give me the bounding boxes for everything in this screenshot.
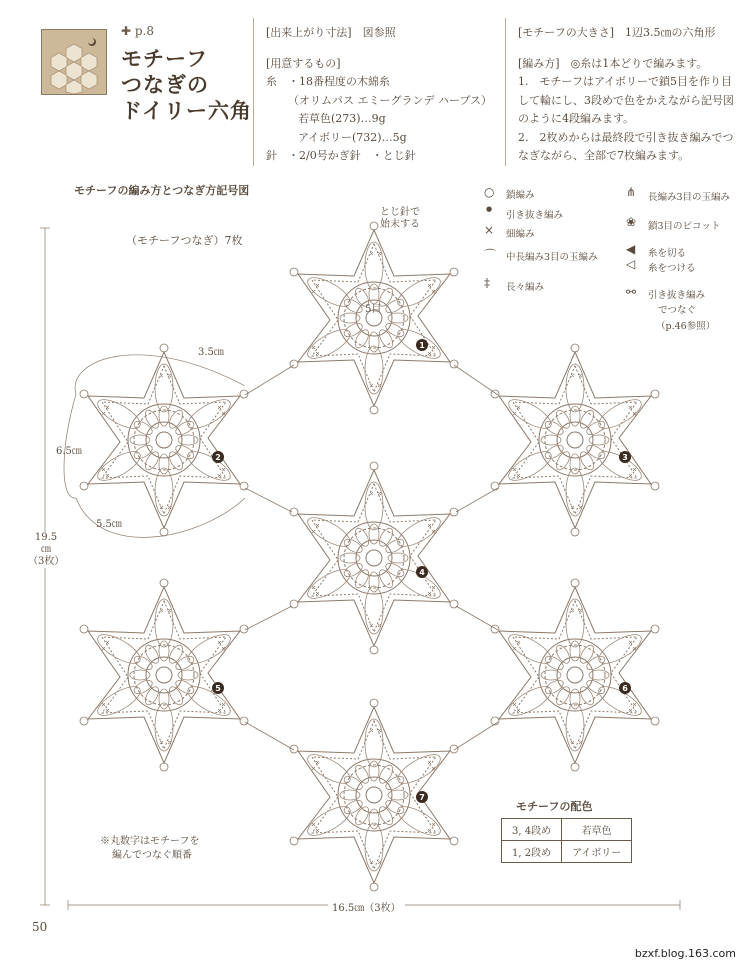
needle-line: ・2/0号かぎ針 ・とじ針 xyxy=(288,149,416,162)
page-title xyxy=(121,46,252,124)
single-crochet-icon: × xyxy=(484,223,495,237)
table-cell-color: 若草色 xyxy=(562,819,632,841)
dimension-width: 16.5㎝（3枚） xyxy=(328,899,405,914)
yarn-line-1: ・18番程度の木綿糸 xyxy=(288,75,390,88)
table-cell-rounds: 1, 2段め xyxy=(502,841,562,863)
motif-number-5: 5 xyxy=(215,684,221,693)
materials-column xyxy=(266,24,501,166)
table-cell-color: アイボリー xyxy=(562,841,632,863)
method-column xyxy=(518,24,738,166)
watermark: bzxf.blog.163.com xyxy=(634,947,736,960)
title-line-3: ドイリー六角 xyxy=(121,99,252,123)
yarn-line-4: アイボリー(732)…5g xyxy=(298,130,407,144)
motif-3 xyxy=(491,344,659,536)
color-table-title: モチーフの配色 xyxy=(516,800,593,813)
dimension-195-unit: ㎝ xyxy=(41,544,51,555)
motif-number-1: 1 xyxy=(419,341,425,350)
legend-hdc-cluster: 中長編み3目の玉編み xyxy=(506,252,598,263)
table-row xyxy=(502,819,632,841)
motif-number-2: 2 xyxy=(215,453,221,462)
page-reference: ✚ p.8 xyxy=(121,24,154,38)
legend-slip-join-2: でつなぐ xyxy=(658,305,697,316)
title-line-2: つなぎの xyxy=(121,73,209,97)
hdc-cluster-icon: ⌒ xyxy=(484,248,497,262)
method-note: ◎糸は1本どりで編みます。 xyxy=(570,56,708,70)
color-table xyxy=(501,818,632,863)
slip-stitch-icon: ● xyxy=(486,205,493,213)
dimension-195-value: 19.5 xyxy=(34,532,58,543)
legend-slip-stitch: 引き抜き編み xyxy=(506,210,564,221)
needle-label: 針 xyxy=(266,149,277,162)
materials-label: [用意するもの] xyxy=(266,56,341,70)
dimension-65cm: 6.5㎝ xyxy=(56,446,82,457)
motif-6 xyxy=(491,579,659,771)
finished-size-label: [出来上がり寸法] xyxy=(266,26,352,39)
legend-double-treble: 長々編み xyxy=(506,282,545,293)
motif-5 xyxy=(80,579,248,771)
dc-cluster-icon: ⋔ xyxy=(626,185,637,199)
motif-number-4: 4 xyxy=(419,568,425,577)
motif-count-label: （モチーフつなぎ）7枚 xyxy=(126,234,243,247)
motif-1-top xyxy=(290,222,458,414)
method-step-2: 2. 2枚めからは最終段で引き抜き編みでつなぎながら、全部で7枚編みます。 xyxy=(518,130,734,162)
motif-number-7: 7 xyxy=(419,793,425,802)
picot-icon: ❀ xyxy=(626,215,637,229)
header-divider-right xyxy=(505,18,506,166)
yarn-label: 糸 xyxy=(266,75,277,88)
order-note xyxy=(100,835,200,863)
yarn-line-3: 若草色(273)…9g xyxy=(298,112,386,125)
dimension-35cm: 3.5㎝ xyxy=(198,347,224,358)
join-yarn-icon: ◁ xyxy=(626,257,636,271)
legend-chain-stitch: 鎖編み xyxy=(506,190,535,201)
double-treble-icon: ‡ xyxy=(484,276,490,290)
finished-size-value: 図参照 xyxy=(362,26,396,39)
ring-label: 5目 xyxy=(365,304,382,315)
motif-2 xyxy=(80,344,248,536)
method-step-1: 1. モチーフはアイボリーで鎖5目を作り目して輪にし、3段めで色をかえながら記号図のように4段編みます。 xyxy=(518,75,734,125)
title-line-1: モチーフ xyxy=(121,47,208,71)
motif-7 xyxy=(290,699,458,891)
motif-size-value: 1辺3.5㎝の六角形 xyxy=(625,26,716,39)
dimension-55cm: 5.5㎝ xyxy=(96,519,122,530)
legend-dc-cluster: 長編み3目の玉編み xyxy=(648,192,731,203)
join-lines xyxy=(245,365,498,750)
motif-thumbnail xyxy=(41,29,107,95)
chain-stitch-icon: ○ xyxy=(484,185,495,199)
motif-center xyxy=(290,462,458,654)
table-cell-rounds: 3, 4段め xyxy=(502,819,562,841)
legend-join-yarn: 糸をつける xyxy=(648,263,696,274)
cut-yarn-icon: ◀ xyxy=(626,242,636,256)
table-row xyxy=(502,841,632,863)
legend-cut-yarn: 糸を切る xyxy=(648,248,687,259)
legend-see-page: （p.46参照） xyxy=(656,321,716,332)
hexagon-cluster-icon xyxy=(42,30,106,94)
motif-number-3: 3 xyxy=(622,453,628,462)
order-note-line-2: 編んでつなぐ順番 xyxy=(112,850,192,861)
order-note-line-1: ※丸数字はモチーフを xyxy=(100,836,200,847)
legend-slip-join: 引き抜き編み xyxy=(648,290,706,301)
legend-picot: 鎖3目のピコット xyxy=(648,221,721,232)
method-label: [編み方] xyxy=(518,56,560,70)
dimension-195cm xyxy=(28,532,64,568)
page-number: 50 xyxy=(32,920,48,934)
legend-single-crochet: 細編み xyxy=(506,229,535,240)
motif-number-6: 6 xyxy=(622,684,628,693)
yarn-line-2: （オリムパス エミーグランデ ハーブス） xyxy=(288,93,493,107)
header-divider-left xyxy=(253,18,254,166)
slip-join-icon: ⚯ xyxy=(626,285,637,299)
diagram-section-title: モチーフの編み方とつなぎ方記号図 xyxy=(74,184,250,197)
motif-size-label: [モチーフの大きさ] xyxy=(518,26,615,39)
dimension-195-count: （3枚） xyxy=(28,556,65,567)
finish-note: とじ針で 始末する xyxy=(380,207,420,230)
